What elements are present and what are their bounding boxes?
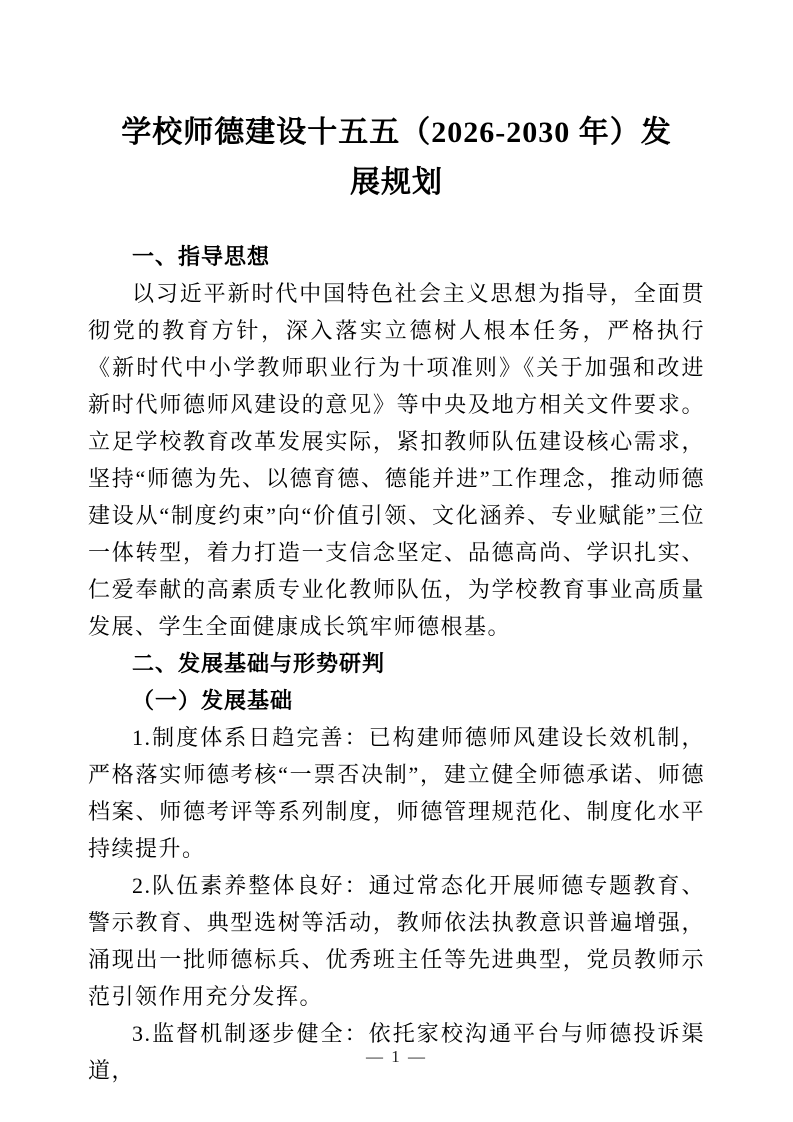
page-number: — 1 —: [366, 1047, 427, 1066]
paragraph-team-quality: 2.队伍素养整体良好：通过常态化开展师德专题教育、警示教育、典型选树等活动，教师依法执教意识普遍增强，涌现出一批师德标兵、优秀班主任等先进典型，党员教师示范引领作用充分发挥。: [88, 873, 705, 1009]
subsection-heading-development-basis: （一）发展基础: [132, 688, 294, 713]
paragraph-institutional-system: 1.制度体系日趋完善：已构建师德师风建设长效机制，严格落实师德考核“一票否决制”，建立健全师德承诺、师德档案、师德考评等系列制度，师德管理规范化、制度化水平持续提升。: [88, 725, 705, 861]
section-heading-development-basis-and-situation: 二、发展基础与形势研判: [132, 651, 386, 676]
paragraph-guiding-ideology: 以习近平新时代中国特色社会主义思想为指导，全面贯彻党的教育方针，深入落实立德树人根本任务，严格执行《新时代中小学教师职业行为十项准则》《关于加强和改进新时代师德师风建设的意见》等中央及地方相关文件要求。立足学校教育改革发展实际，紧扣教师队伍建设核心需求，坚持“师德为先、以德育德、德能并进”工作理念，推动师德建设从“制度约束”向“价值引领、文化涵养、专业赋能”三位一体转型，着力打造一支信念坚定、品德高尚、学识扎实、仁爱奉献的高素质专业化教师队伍，为学校教育事业高质量发展、学生全面健康成长筑牢师德根基。: [88, 281, 705, 639]
document-title-line-1: 学校师德建设十五五（2026-2030 年）发: [121, 116, 672, 149]
paragraph-supervision-mechanism: 3.监督机制逐步健全：依托家校沟通平台与师德投诉渠道，: [88, 1021, 705, 1083]
document-title-line-2: 展规划: [350, 166, 443, 199]
document-title: [88, 108, 705, 208]
section-heading-guiding-ideology: 一、指导思想: [132, 244, 271, 269]
